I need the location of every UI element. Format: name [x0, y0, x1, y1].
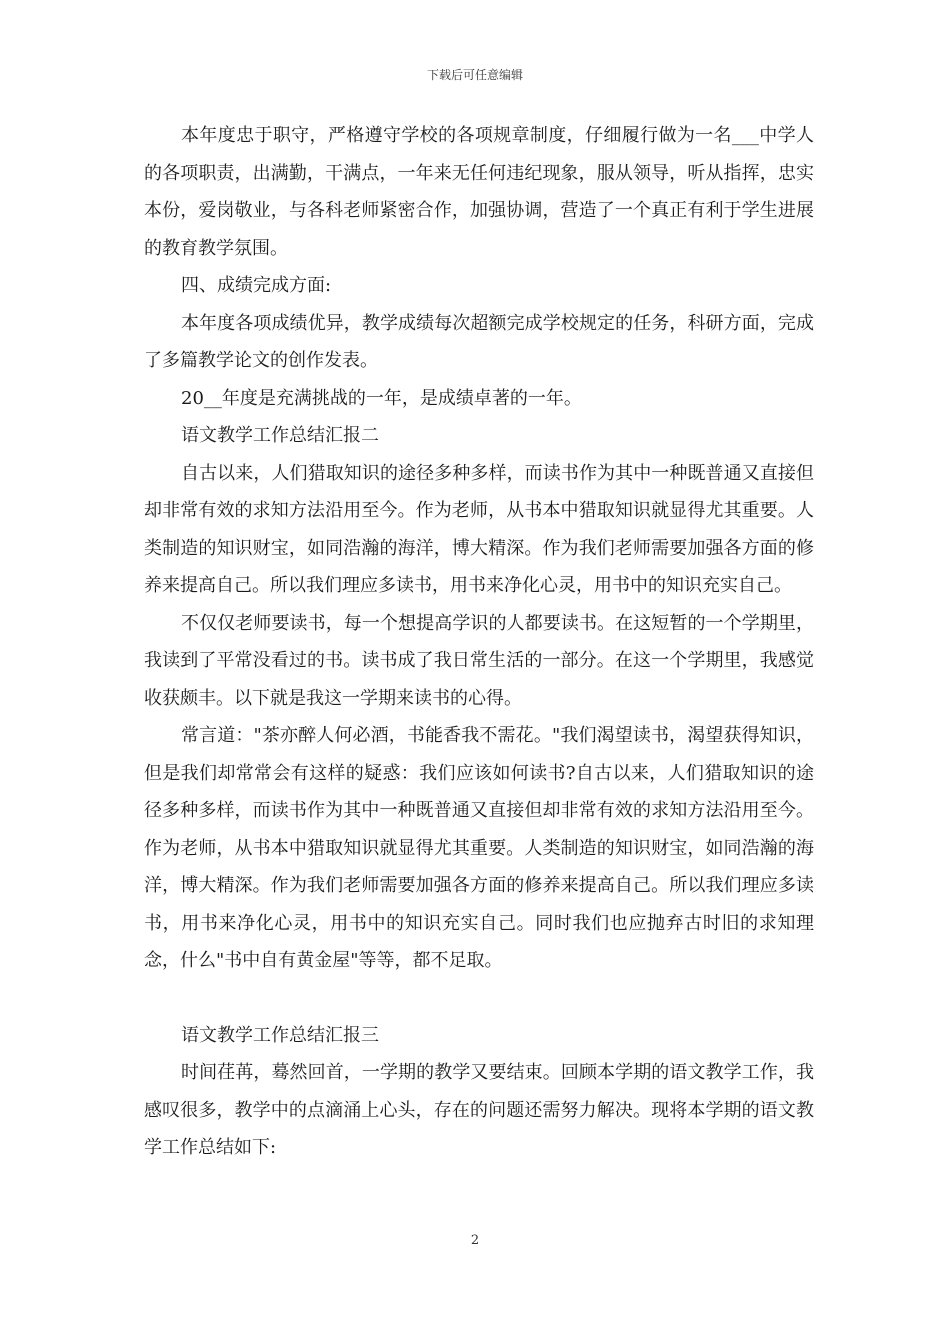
section-title: 语文教学工作总结汇报二 — [181, 425, 379, 446]
paragraph: 不仅仅老师要读书，每一个想提高学识的人都要读书。在这短暂的一个学期里，我读到了平常没看过的书。读书成了我日常生活的一部分。在这一个学期里，我感觉收获颇丰。以下就是我这一学期来读书的心得。 — [144, 612, 814, 709]
blank-line — [144, 980, 814, 1017]
paragraph: 本年度忠于职守，严格遵守学校的各项规章制度，仔细履行做为一名___中学人的各项职责，出满勤，干满点，一年来无任何违纪现象，服从领导，听从指挥，忠实本份，爱岗敬业，与各科老师紧密合作，加强协调，营造了一个真正有利于学生进展的教育教学氛围。 — [144, 125, 814, 259]
paragraph: 时间荏苒，蓦然回首，一学期的教学又要结束。回顾本学期的语文教学工作，我感叹很多，教学中的点滴涌上心头，存在的问题还需努力解决。现将本学期的语文教学工作总结如下: — [144, 1062, 814, 1158]
page-number: 2 — [470, 1233, 480, 1248]
section-title: 语文教学工作总结汇报三 — [181, 1024, 379, 1046]
paragraph: 常言道："茶亦醉人何必酒，书能香我不需花。"我们渴望读书，渴望获得知识，但是我们却常常会有这样的疑惑：我们应该如何读书?自古以来，人们猎取知识的途径多种多样，而读书作为其中一种既普通又直接但却非常有效的求知方法沿用至今。作为老师，从书本中猎取知识就显得尤其重要。人类制造的知识财宝，如同浩瀚的海洋，博大精深。作为我们老师需要加强各方面的修养来提高自己。所以我们理应多读书，用书来净化心灵，用书中的知识充实自己。同时我们也应抛弃古时旧的求知理念，什么"书中自有黄金屋"等等，都不足取。 — [144, 725, 814, 971]
paragraph: 自古以来，人们猎取知识的途径多种多样，而读书作为其中一种既普通又直接但却非常有效的求知方法沿用至今。作为老师，从书本中猎取知识就显得尤其重要。人类制造的知识财宝，如同浩瀚的海洋，博大精深。作为我们老师需要加强各方面的修养来提高自己。所以我们理应多读书，用书来净化心灵，用书中的知识充实自己。 — [144, 462, 814, 596]
page-header: 下载后可任意编辑 — [426, 68, 523, 82]
document-body — [144, 117, 814, 1167]
paragraph: 本年度各项成绩优异，教学成绩每次超额完成学校规定的任务，科研方面，完成了多篇教学论文的创作发表。 — [144, 312, 814, 371]
section-heading: 四、成绩完成方面: — [181, 275, 332, 296]
paragraph: 20__年度是充满挑战的一年，是成绩卓著的一年。 — [181, 387, 582, 409]
